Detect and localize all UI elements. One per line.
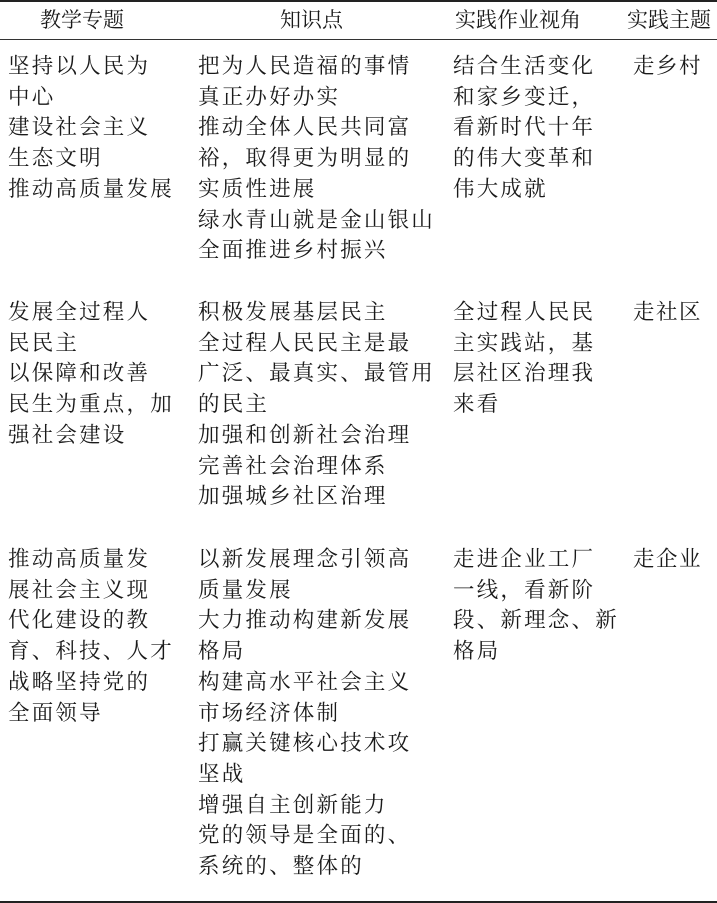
theme-cell — [633, 545, 717, 576]
cell-line: 构建高水平社会主义 — [198, 669, 412, 695]
header-teaching-topic: 教学专题 — [40, 8, 124, 32]
cell-line: 伟大成就 — [453, 176, 548, 202]
topic-cell — [8, 52, 188, 206]
cell-line: 完善社会治理体系 — [198, 453, 388, 479]
cell-line: 广泛、最真实、最管用 — [198, 361, 436, 387]
theme-cell — [633, 298, 717, 329]
table-row — [0, 40, 717, 286]
cell-line: 段、新理念、新 — [453, 608, 619, 634]
cell-line: 打赢关键核心技术攻 — [198, 731, 412, 757]
cell-line: 坚持以人民为 — [8, 54, 151, 79]
cell-line: 强社会建设 — [8, 422, 127, 448]
cell-line: 民民主 — [8, 330, 80, 356]
cell-line: 把为人民造福的事情 — [198, 54, 412, 79]
cell-line: 真正办好办实 — [198, 84, 341, 110]
cell-line: 走社区 — [633, 300, 703, 325]
cell-line: 走进企业工厂 — [453, 547, 596, 572]
cell-line: 党的领导是全面的、 — [198, 823, 412, 849]
cell-line: 的民主 — [198, 392, 270, 418]
knowledge-cell — [198, 545, 444, 883]
cell-line: 看新时代十年 — [453, 115, 596, 141]
cell-line: 格局 — [198, 639, 246, 665]
cell-line: 和家乡变迁， — [453, 84, 596, 110]
header-practice-theme: 实践主题 — [627, 8, 711, 32]
cell-line: 育、科技、人才 — [8, 639, 174, 665]
table-row — [0, 533, 717, 899]
knowledge-cell — [198, 298, 444, 513]
knowledge-cell — [198, 52, 444, 267]
cell-line: 结合生活变化 — [453, 54, 596, 79]
cell-line: 增强自主创新能力 — [198, 792, 388, 818]
perspective-cell — [453, 545, 629, 668]
cell-line: 走乡村 — [633, 54, 703, 79]
cell-line: 以保障和改善 — [8, 361, 151, 387]
cell-line: 实质性进展 — [198, 176, 317, 202]
cell-line: 以新发展理念引领高 — [198, 547, 412, 572]
cell-line: 一线，看新阶 — [453, 577, 596, 603]
cell-line: 来看 — [453, 392, 501, 418]
cell-line: 推动高质量发 — [8, 547, 151, 572]
cell-line: 推动全体人民共同富 — [198, 115, 412, 141]
cell-line: 主实践站，基 — [453, 330, 596, 356]
cell-line: 展社会主义现 — [8, 577, 151, 603]
cell-line: 走企业 — [633, 547, 703, 572]
cell-line: 战略坚持党的 — [8, 669, 151, 695]
topic-cell — [8, 298, 188, 452]
cell-line: 的伟大变革和 — [453, 146, 596, 172]
cell-line: 全过程人民民主是最 — [198, 330, 412, 356]
cell-line: 格局 — [453, 639, 501, 665]
cell-line: 绿水青山就是金山银山 — [198, 207, 436, 233]
cell-line: 加强和创新社会治理 — [198, 422, 412, 448]
cell-line: 建设社会主义 — [8, 115, 151, 141]
table-header-row — [0, 2, 717, 40]
cell-line: 积极发展基层民主 — [198, 300, 388, 325]
table-row — [0, 286, 717, 533]
cell-line: 大力推动构建新发展 — [198, 608, 412, 634]
header-knowledge-points: 知识点 — [280, 8, 343, 32]
perspective-cell — [453, 298, 629, 421]
cell-line: 系统的、整体的 — [198, 854, 364, 880]
cell-line: 裕，取得更为明显的 — [198, 146, 412, 172]
cell-line: 坚战 — [198, 761, 246, 787]
theme-cell — [633, 52, 717, 83]
topic-cell — [8, 545, 188, 729]
cell-line: 发展全过程人 — [8, 300, 151, 325]
perspective-cell — [453, 52, 629, 206]
cell-line: 全面推进乡村振兴 — [198, 238, 388, 264]
cell-line: 全面领导 — [8, 700, 103, 726]
header-practice-perspective: 实践作业视角 — [455, 8, 581, 32]
cell-line: 市场经济体制 — [198, 700, 341, 726]
cell-line: 全过程人民民 — [453, 300, 596, 325]
cell-line: 中心 — [8, 84, 56, 110]
cell-line: 生态文明 — [8, 146, 103, 172]
cell-line: 民生为重点，加 — [8, 392, 174, 418]
cell-line: 代化建设的教 — [8, 608, 151, 634]
cell-line: 质量发展 — [198, 577, 293, 603]
cell-line: 层社区治理我 — [453, 361, 596, 387]
cell-line: 加强城乡社区治理 — [198, 484, 388, 510]
cell-line: 推动高质量发展 — [8, 176, 174, 202]
